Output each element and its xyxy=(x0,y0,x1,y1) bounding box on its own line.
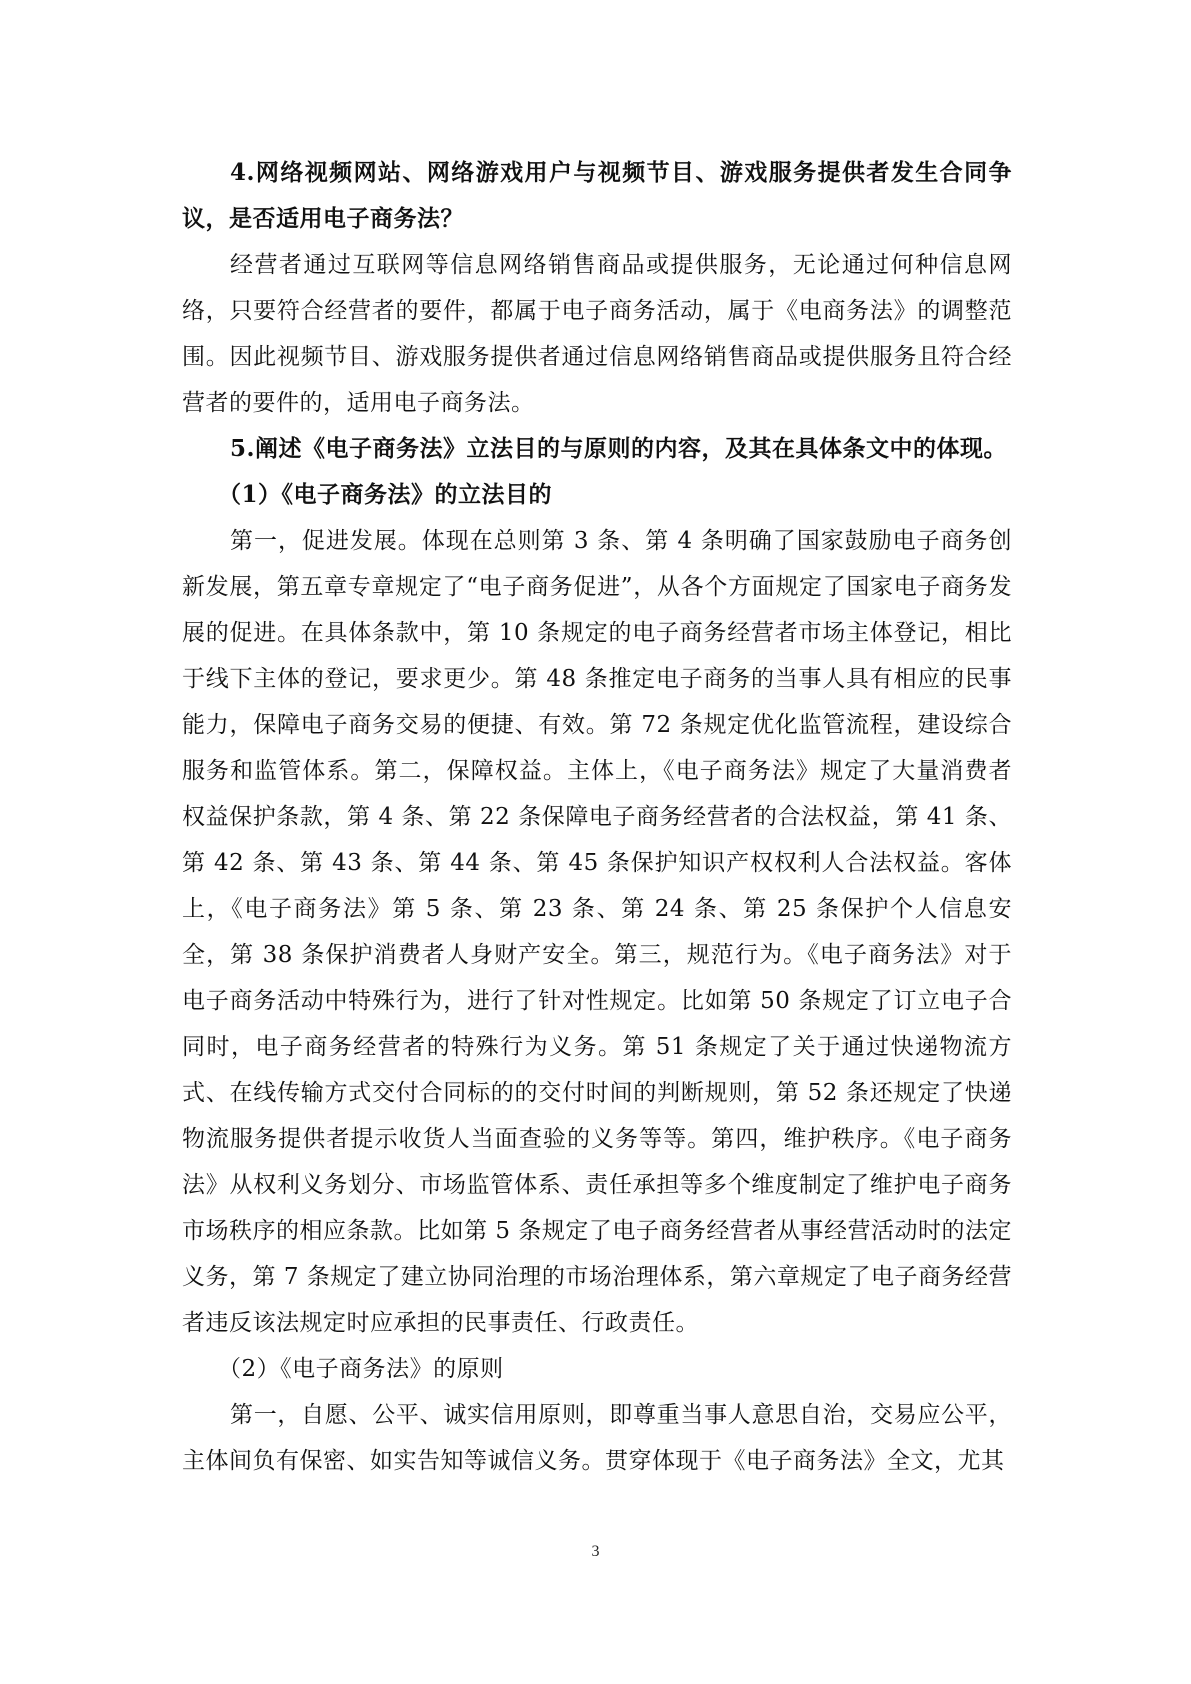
legislative-purpose-subheading: （1）《电子商务法》的立法目的 xyxy=(218,481,553,508)
question-4-answer: 经营者通过互联网等信息网络销售商品或提供服务，无论通过何种信息网络，只要符合经营者的要件，都属于电子商务活动，属于《电商务法》的调整范围。因此视频节目、游戏服务提供者通过信息网络销售商品或提供服务且符合经营者的要件的，适用电子商务法。 xyxy=(182,252,1012,416)
question-5-heading: 5.阐述《电子商务法》立法目的与原则的内容，及其在具体条文中的体现。 xyxy=(230,435,1008,462)
page-content xyxy=(182,150,1012,1484)
legislative-purpose-body: 第一，促进发展。体现在总则第 3 条、第 4 条明确了国家鼓励电子商务创新发展，第五章专章规定了“电子商务促进”，从各个方面规定了国家电子商务发展的促进。在具体条款中，第 10 条规定的电子商务经营者市场主体登记，相比于线下主体的登记，要求更少。第 48 条推定电子商务的当事人具有相应的民事能力，保障电子商务交易的便捷、有效。第 72 条规定优化监管流程，建设综合服务和监管体系。第二，保障权益。主体上，《电子商务法》规定了大量消费者权益保护条款，第 4 条、第 22 条保障电子商务经营者的合法权益，第 41 条、第 42 条、第 43 条、第 44 条、第 45 条保护知识产权权利人合法权益。客体上，《电子商务法》第 5 条、第 23 条、第 24 条、第 25 条保护个人信息安全，第 38 条保护消费者人身财产安全。第三，规范行为。《电子商务法》对于电子商务活动中特殊行为，进行了针对性规定。比如第 50 条规定了订立电子合同时，电子商务经营者的特殊行为义务。第 51 条规定了关于通过快递物流方式、在线传输方式交付合同标的的交付时间的判断规则，第 52 条还规定了快递物流服务提供者提示收货人当面查验的义务等等。第四，维护秩序。《电子商务法》从权利义务划分、市场监管体系、责任承担等多个维度制定了维护电子商务市场秩序的相应条款。比如第 5 条规定了电子商务经营者从事经营活动时的法定义务，第 7 条规定了建立协同治理的市场治理体系，第六章规定了电子商务经营者违反该法规定时应承担的民事责任、行政责任。 xyxy=(182,528,1012,1336)
principles-body: 第一，自愿、公平、诚实信用原则，即尊重当事人意思自治，交易应公平，主体间负有保密、如实告知等诚信义务。贯穿体现于《电子商务法》全文，尤其 xyxy=(182,1402,1012,1474)
question-4-heading: 4.网络视频网站、网络游戏用户与视频节目、游戏服务提供者发生合同争议，是否适用电子商务法？ xyxy=(182,159,1012,232)
page-number: 3 xyxy=(591,1543,600,1560)
principles-subheading: （2）《电子商务法》的原则 xyxy=(218,1356,504,1382)
